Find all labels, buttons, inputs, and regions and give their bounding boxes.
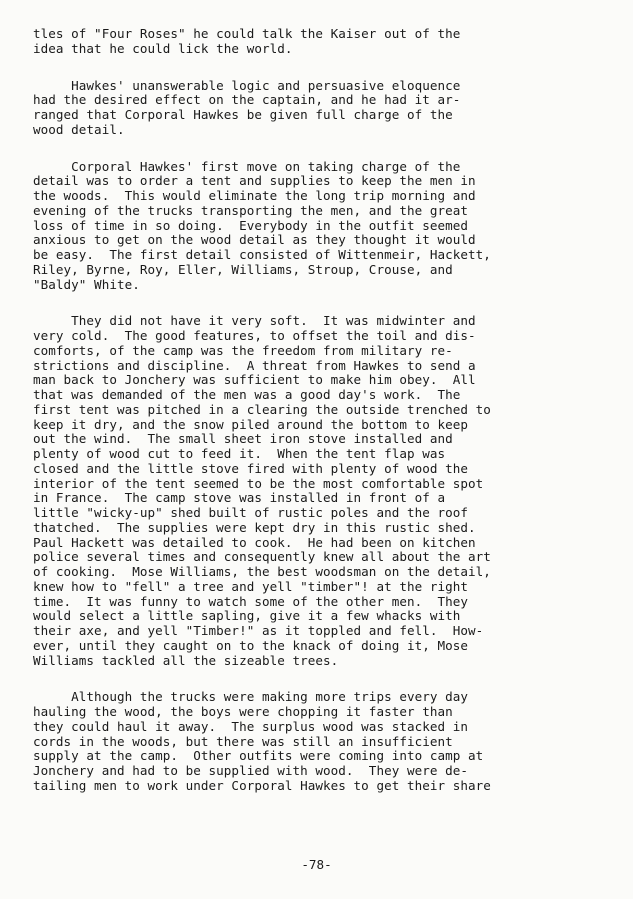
text-line: cords in the woods, but there was still an insufficient bbox=[33, 733, 453, 749]
text-line: keep it dry, and the snow piled around the bottom to keep bbox=[33, 416, 469, 432]
text-line: in France. The camp stove was installed in front of a bbox=[33, 490, 446, 506]
text-line: hauling the wood, the boys were chopping it faster than bbox=[33, 704, 453, 719]
paragraph-gap bbox=[33, 57, 613, 79]
paragraph-gap bbox=[33, 138, 613, 160]
text-line: tailing men to work under Corporal Hawkes to get their share bbox=[33, 777, 491, 793]
text-line: little "wicky-up" shed built of rustic poles and the roof bbox=[33, 505, 469, 520]
text-line: tles of "Four Roses" he could talk the Kaiser out of the bbox=[33, 26, 461, 41]
text-line: Williams tackled all the sizeable trees. bbox=[33, 652, 339, 668]
text-line: loss of time in so doing. Everybody in the outfit seemed bbox=[33, 217, 469, 233]
page-number: -78- bbox=[301, 857, 332, 872]
text-line: idea that he could lick the world. bbox=[33, 40, 293, 56]
text-line: first tent was pitched in a clearing the outside trenched to bbox=[33, 401, 491, 417]
text-line: had the desired effect on the captain, and he had it ar- bbox=[33, 92, 461, 108]
text-line: thatched. The supplies were kept dry in this rustic shed. bbox=[33, 519, 476, 535]
text-line: supply at the camp. Other outfits were coming into camp at bbox=[33, 748, 484, 764]
text-line: detail was to order a tent and supplies to keep the men in bbox=[33, 173, 476, 189]
text-line: the woods. This would eliminate the long trip morning and bbox=[33, 188, 476, 203]
text-line: comforts, of the camp was the freedom from military re- bbox=[33, 342, 453, 358]
text-line: Hawkes' unanswerable logic and persuasive eloquence bbox=[33, 77, 461, 93]
text-line: of cooking. Mose Williams, the best woodsman on the detail, bbox=[33, 564, 491, 579]
text-line: be easy. The first detail consisted of Wittenmeir, Hackett, bbox=[33, 247, 491, 262]
paragraph bbox=[33, 27, 613, 57]
text-line: strictions and discipline. A threat from Hawkes to send a bbox=[33, 357, 476, 373]
text-line: would select a little sapling, give it a few whacks with bbox=[33, 608, 461, 624]
text-line: their axe, and yell "Timber!" as it toppled and fell. How- bbox=[33, 623, 484, 638]
text-line: Although the trucks were making more trips every day bbox=[33, 689, 469, 705]
text-line: knew how to "fell" a tree and yell "timber"! at the right bbox=[33, 578, 469, 594]
text-line: police several times and consequently knew all about the art bbox=[33, 549, 491, 565]
text-line: time. It was funny to watch some of the other men. They bbox=[33, 593, 469, 609]
text-line: Riley, Byrne, Roy, Eller, Williams, Stroup, Crouse, and bbox=[33, 261, 453, 277]
text-line: ranged that Corporal Hawkes be given full charge of the bbox=[33, 107, 453, 122]
text-line: "Baldy" White. bbox=[33, 276, 140, 292]
text-line: very cold. The good features, to offset the toil and dis- bbox=[33, 328, 476, 343]
text-line: evening of the trucks transporting the men, and the great bbox=[33, 202, 469, 218]
paragraph bbox=[33, 690, 613, 793]
text-line: man back to Jonchery was sufficient to make him obey. All bbox=[33, 372, 476, 388]
paragraph bbox=[33, 79, 613, 138]
text-line: plenty of wood cut to feed it. When the tent flap was bbox=[33, 446, 446, 461]
paragraph bbox=[33, 160, 613, 293]
text-line: closed and the little stove fired with plenty of wood the bbox=[33, 460, 469, 476]
text-line: they could haul it away. The surplus wood was stacked in bbox=[33, 718, 469, 734]
paragraph-gap bbox=[33, 292, 613, 314]
text-line: Paul Hackett was detailed to cook. He had been on kitchen bbox=[33, 534, 476, 550]
text-line: ever, until they caught on to the knack of doing it, Mose bbox=[33, 637, 469, 653]
text-line: Jonchery and had to be supplied with wood. They were de- bbox=[33, 763, 469, 778]
text-line: wood detail. bbox=[33, 121, 125, 137]
text-line: They did not have it very soft. It was midwinter and bbox=[33, 313, 476, 329]
text-line: that was demanded of the men was a good day's work. The bbox=[33, 387, 461, 402]
text-line: out the wind. The small sheet iron stove installed and bbox=[33, 431, 453, 447]
text-line: anxious to get on the wood detail as they thought it would bbox=[33, 232, 476, 248]
body-text bbox=[33, 27, 613, 794]
paragraph bbox=[33, 314, 613, 668]
text-line: interior of the tent seemed to be the most comfortable spot bbox=[33, 475, 484, 491]
paragraph-gap bbox=[33, 668, 613, 690]
text-line: Corporal Hawkes' first move on taking charge of the bbox=[33, 158, 461, 174]
